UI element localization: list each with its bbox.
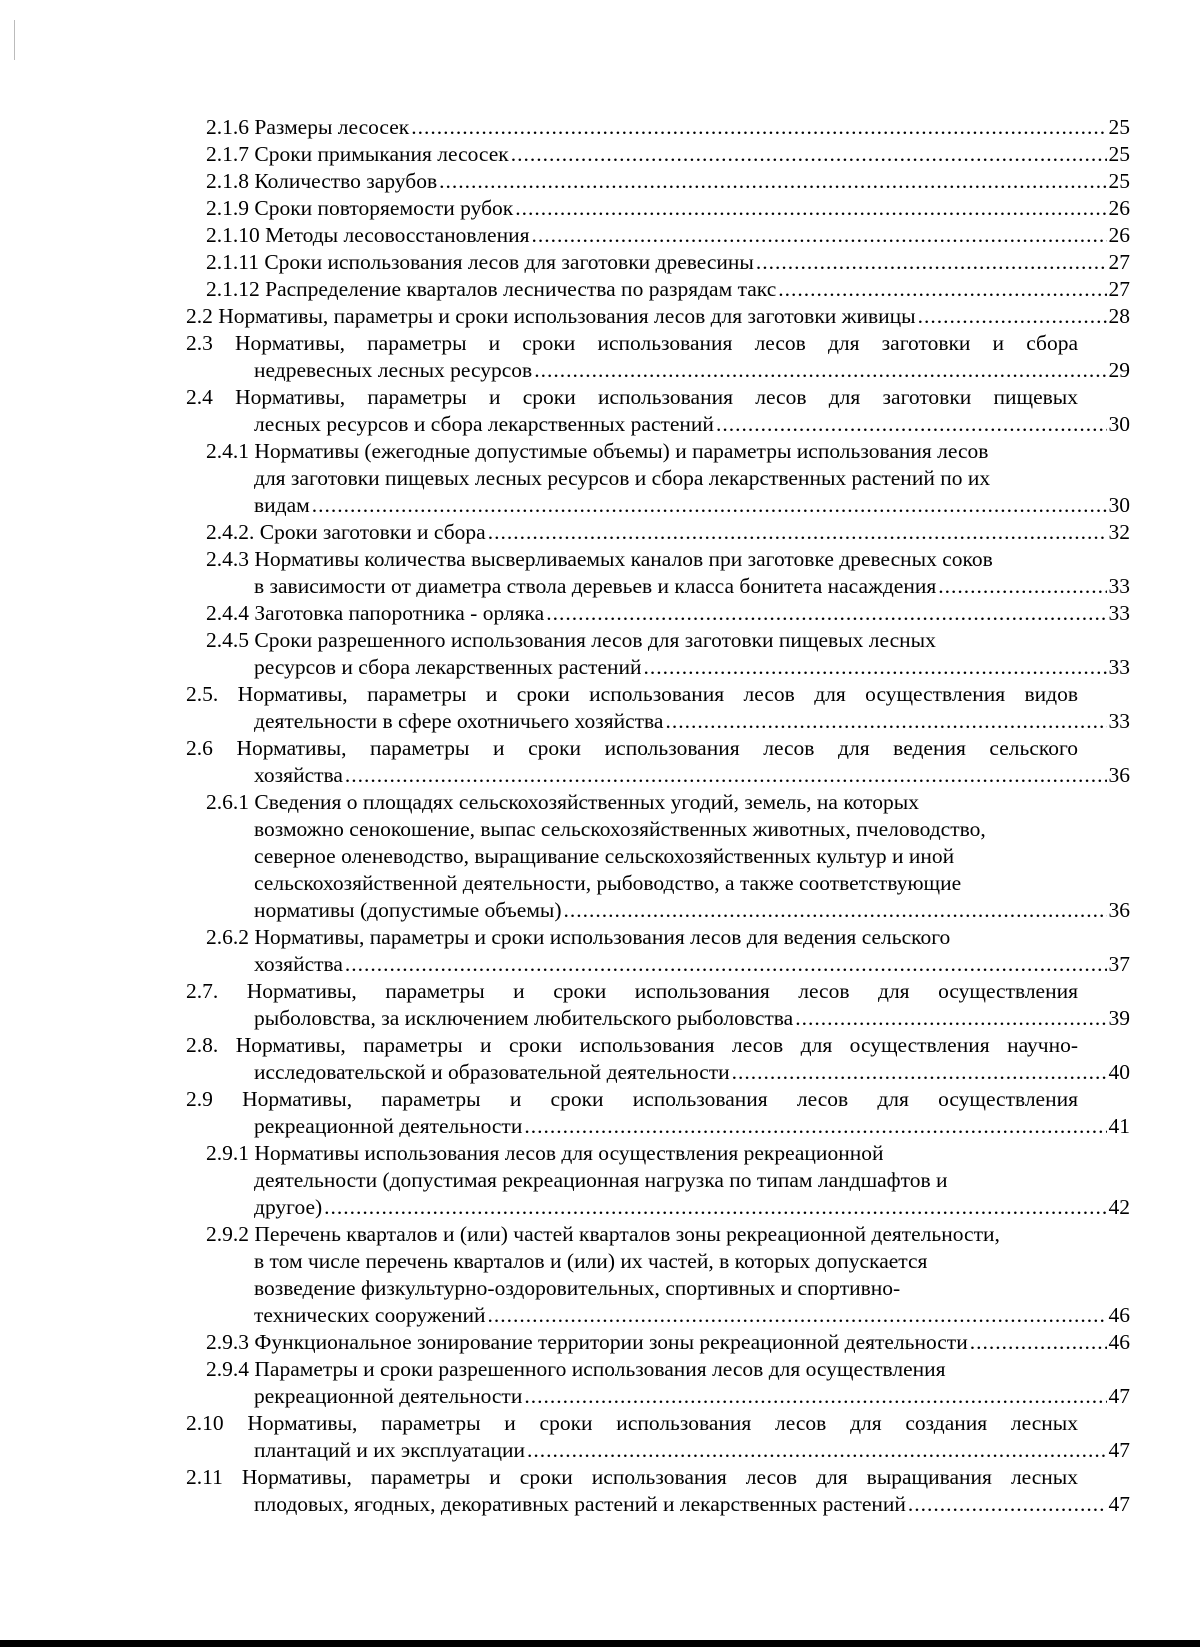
toc-entry-text: 2.11 Нормативы, параметры и сроки использования лесов для выращивания лесных bbox=[186, 1465, 1078, 1489]
table-of-contents bbox=[186, 114, 1130, 1518]
toc-entry-text: 2.1.8 Количество зарубов bbox=[206, 169, 438, 193]
toc-entry-text: плодовых, ягодных, декоративных растений и лекарственных растений bbox=[254, 1492, 906, 1516]
toc-entry-text: северное оленеводство, выращивание сельскохозяйственных культур и иной bbox=[254, 844, 955, 868]
dot-leader bbox=[488, 519, 1107, 546]
toc-entry-text: хозяйства bbox=[254, 763, 343, 787]
toc-entry-text: 2.4 Нормативы, параметры и сроки использования лесов для заготовки пищевых bbox=[186, 385, 1078, 409]
toc-entry-text: 2.4.3 Нормативы количества высверливаемых каналов при заготовке древесных соков bbox=[206, 547, 993, 571]
dot-leader bbox=[324, 1194, 1106, 1221]
toc-entry-text: возможно сенокошение, выпас сельскохозяйственных животных, пчеловодство, bbox=[254, 817, 986, 841]
dot-leader bbox=[732, 1059, 1107, 1086]
dot-leader bbox=[534, 357, 1106, 384]
toc-entry-text: 2.6.2 Нормативы, параметры и сроки использования лесов для ведения сельского bbox=[206, 925, 951, 949]
dot-leader bbox=[531, 222, 1106, 249]
toc-entry bbox=[186, 168, 1130, 195]
toc-entry-text: возведение физкультурно-оздоровительных, спортивных и спортивно- bbox=[254, 1276, 901, 1300]
toc-entry-text: 2.9.1 Нормативы использования лесов для осуществления рекреационной bbox=[206, 1141, 884, 1165]
dot-leader bbox=[716, 411, 1107, 438]
toc-entry bbox=[186, 600, 1130, 627]
toc-entry-text: 2.7. Нормативы, параметры и сроки использования лесов для осуществления bbox=[186, 979, 1078, 1003]
toc-entry bbox=[186, 627, 1130, 681]
toc-entry bbox=[186, 1356, 1130, 1410]
toc-entry-text: 2.10 Нормативы, параметры и сроки использования лесов для создания лесных bbox=[186, 1411, 1078, 1435]
toc-entry-text: 2.1.12 Распределение кварталов лесничества по разрядам такс bbox=[206, 277, 777, 301]
toc-entry bbox=[186, 276, 1130, 303]
toc-page-number: 47 bbox=[1108, 1438, 1130, 1462]
toc-page-number: 46 bbox=[1108, 1303, 1130, 1327]
toc-entry-text: видам bbox=[254, 493, 310, 517]
dot-leader bbox=[411, 114, 1106, 141]
dot-leader bbox=[918, 303, 1107, 330]
toc-entry-text: 2.1.7 Сроки примыкания лесосек bbox=[206, 142, 509, 166]
toc-entry bbox=[186, 519, 1130, 546]
toc-page-number: 41 bbox=[1108, 1114, 1130, 1138]
bottom-border bbox=[0, 1640, 1200, 1647]
dot-leader bbox=[644, 654, 1107, 681]
toc-entry bbox=[186, 978, 1130, 1032]
dot-leader bbox=[970, 1329, 1107, 1356]
toc-page-number: 26 bbox=[1108, 223, 1130, 247]
toc-entry-text: 2.2 Нормативы, параметры и сроки использования лесов для заготовки живицы bbox=[186, 304, 916, 328]
toc-entry-text: для заготовки пищевых лесных ресурсов и сбора лекарственных растений по их bbox=[254, 466, 991, 490]
toc-entry bbox=[186, 1032, 1130, 1086]
toc-entry-text: 2.4.5 Сроки разрешенного использования лесов для заготовки пищевых лесных bbox=[206, 628, 936, 652]
toc-entry bbox=[186, 303, 1130, 330]
toc-entry bbox=[186, 1329, 1130, 1356]
dot-leader bbox=[778, 276, 1106, 303]
toc-page-number: 39 bbox=[1108, 1006, 1130, 1030]
toc-entry-text: плантаций и их эксплуатации bbox=[254, 1438, 525, 1462]
toc-page-number: 36 bbox=[1108, 898, 1130, 922]
toc-page-number: 25 bbox=[1108, 142, 1130, 166]
toc-entry-text: другое) bbox=[254, 1195, 323, 1219]
toc-entry-text: деятельности в сфере охотничьего хозяйства bbox=[254, 709, 664, 733]
toc-entry bbox=[186, 1086, 1130, 1140]
toc-page-number: 30 bbox=[1108, 493, 1130, 517]
toc-entry-text: 2.9 Нормативы, параметры и сроки использования лесов для осуществления bbox=[186, 1087, 1078, 1111]
toc-entry-text: в том числе перечень кварталов и (или) их частей, в которых допускается bbox=[254, 1249, 928, 1273]
toc-entry-text: в зависимости от диаметра ствола деревьев и класса бонитета насаждения bbox=[254, 574, 937, 598]
toc-entry-text: сельскохозяйственной деятельности, рыбоводство, а также соответствующие bbox=[254, 871, 962, 895]
toc-entry-text: 2.4.4 Заготовка папоротника - орляка bbox=[206, 601, 545, 625]
toc-page-number: 33 bbox=[1108, 574, 1130, 598]
toc-page-number: 25 bbox=[1108, 169, 1130, 193]
toc-entry bbox=[186, 438, 1130, 519]
toc-page-number: 37 bbox=[1108, 952, 1130, 976]
toc-entry-text: технических сооружений bbox=[254, 1303, 486, 1327]
dot-leader bbox=[515, 195, 1106, 222]
toc-page-number: 27 bbox=[1108, 277, 1130, 301]
toc-page-number: 25 bbox=[1108, 115, 1130, 139]
toc-entry bbox=[186, 789, 1130, 924]
toc-entry-text: недревесных лесных ресурсов bbox=[254, 358, 533, 382]
toc-entry-text: 2.6.1 Сведения о площадях сельскохозяйственных угодий, земель, на которых bbox=[206, 790, 919, 814]
toc-entry-text: 2.9.4 Параметры и сроки разрешенного использования лесов для осуществления bbox=[206, 1357, 946, 1381]
dot-leader bbox=[511, 141, 1107, 168]
toc-entry-text: 2.1.11 Сроки использования лесов для заготовки древесины bbox=[206, 250, 754, 274]
dot-leader bbox=[439, 168, 1106, 195]
dot-leader bbox=[345, 951, 1107, 978]
toc-entry-text: 2.9.2 Перечень кварталов и (или) частей кварталов зоны рекреационной деятельности, bbox=[206, 1222, 1000, 1246]
toc-entry bbox=[186, 114, 1130, 141]
toc-entry-text: 2.4.1 Нормативы (ежегодные допустимые объемы) и параметры использования лесов bbox=[206, 439, 989, 463]
toc-entry-text: хозяйства bbox=[254, 952, 343, 976]
toc-page-number: 27 bbox=[1108, 250, 1130, 274]
dot-leader bbox=[795, 1005, 1106, 1032]
toc-page-number: 42 bbox=[1108, 1195, 1130, 1219]
toc-entry bbox=[186, 1464, 1130, 1518]
toc-entry-text: деятельности (допустимая рекреационная нагрузка по типам ландшафтов и bbox=[254, 1168, 948, 1192]
toc-page-number: 47 bbox=[1108, 1384, 1130, 1408]
dot-leader bbox=[938, 573, 1106, 600]
toc-entry-text: рыболовства, за исключением любительского рыболовства bbox=[254, 1006, 794, 1030]
dot-leader bbox=[908, 1491, 1107, 1518]
toc-entry-text: 2.8. Нормативы, параметры и сроки использования лесов для осуществления научно- bbox=[186, 1033, 1078, 1057]
dot-leader bbox=[524, 1383, 1106, 1410]
toc-entry bbox=[186, 222, 1130, 249]
toc-entry-text: 2.1.9 Сроки повторяемости рубок bbox=[206, 196, 514, 220]
dot-leader bbox=[546, 600, 1106, 627]
toc-entry-text: рекреационной деятельности bbox=[254, 1114, 523, 1138]
scan-artifact bbox=[14, 20, 15, 60]
toc-page-number: 47 bbox=[1108, 1492, 1130, 1516]
toc-entry-text: 2.4.2. Сроки заготовки и сбора bbox=[206, 520, 486, 544]
toc-page-number: 30 bbox=[1108, 412, 1130, 436]
toc-entry bbox=[186, 681, 1130, 735]
toc-entry bbox=[186, 1221, 1130, 1329]
toc-entry-text: 2.6 Нормативы, параметры и сроки использования лесов для ведения сельского bbox=[186, 736, 1078, 760]
dot-leader bbox=[345, 762, 1107, 789]
dot-leader bbox=[756, 249, 1107, 276]
toc-page-number: 28 bbox=[1108, 304, 1130, 328]
dot-leader bbox=[312, 492, 1107, 519]
toc-page-number: 40 bbox=[1108, 1060, 1130, 1084]
toc-entry-text: нормативы (допустимые объемы) bbox=[254, 898, 562, 922]
toc-entry-text: рекреационной деятельности bbox=[254, 1384, 523, 1408]
dot-leader bbox=[665, 708, 1106, 735]
toc-entry bbox=[186, 1140, 1130, 1221]
toc-page-number: 33 bbox=[1108, 601, 1130, 625]
dot-leader bbox=[564, 897, 1107, 924]
toc-entry-text: 2.1.10 Методы лесовосстановления bbox=[206, 223, 530, 247]
toc-page-number: 32 bbox=[1108, 520, 1130, 544]
toc-entry bbox=[186, 141, 1130, 168]
toc-entry bbox=[186, 384, 1130, 438]
toc-entry-text: ресурсов и сбора лекарственных растений bbox=[254, 655, 642, 679]
toc-page-number: 46 bbox=[1108, 1330, 1130, 1354]
toc-entry bbox=[186, 1410, 1130, 1464]
toc-entry-text: исследовательской и образовательной деятельности bbox=[254, 1060, 730, 1084]
toc-entry bbox=[186, 546, 1130, 600]
toc-entry-text: 2.5. Нормативы, параметры и сроки использования лесов для осуществления видов bbox=[186, 682, 1078, 706]
dot-leader bbox=[488, 1302, 1107, 1329]
toc-entry bbox=[186, 330, 1130, 384]
toc-page-number: 26 bbox=[1108, 196, 1130, 220]
toc-entry bbox=[186, 735, 1130, 789]
toc-page-number: 33 bbox=[1108, 709, 1130, 733]
dot-leader bbox=[527, 1437, 1107, 1464]
toc-entry-text: 2.1.6 Размеры лесосек bbox=[206, 115, 410, 139]
toc-entry-text: 2.9.3 Функциональное зонирование территории зоны рекреационной деятельности bbox=[206, 1330, 968, 1354]
dot-leader bbox=[524, 1113, 1106, 1140]
toc-entry-text: 2.3 Нормативы, параметры и сроки использования лесов для заготовки и сбора bbox=[186, 331, 1078, 355]
toc-page-number: 36 bbox=[1108, 763, 1130, 787]
toc-page-number: 33 bbox=[1108, 655, 1130, 679]
toc-entry-text: лесных ресурсов и сбора лекарственных растений bbox=[254, 412, 714, 436]
toc-entry bbox=[186, 924, 1130, 978]
toc-page-number: 29 bbox=[1108, 358, 1130, 382]
toc-entry bbox=[186, 195, 1130, 222]
toc-entry bbox=[186, 249, 1130, 276]
